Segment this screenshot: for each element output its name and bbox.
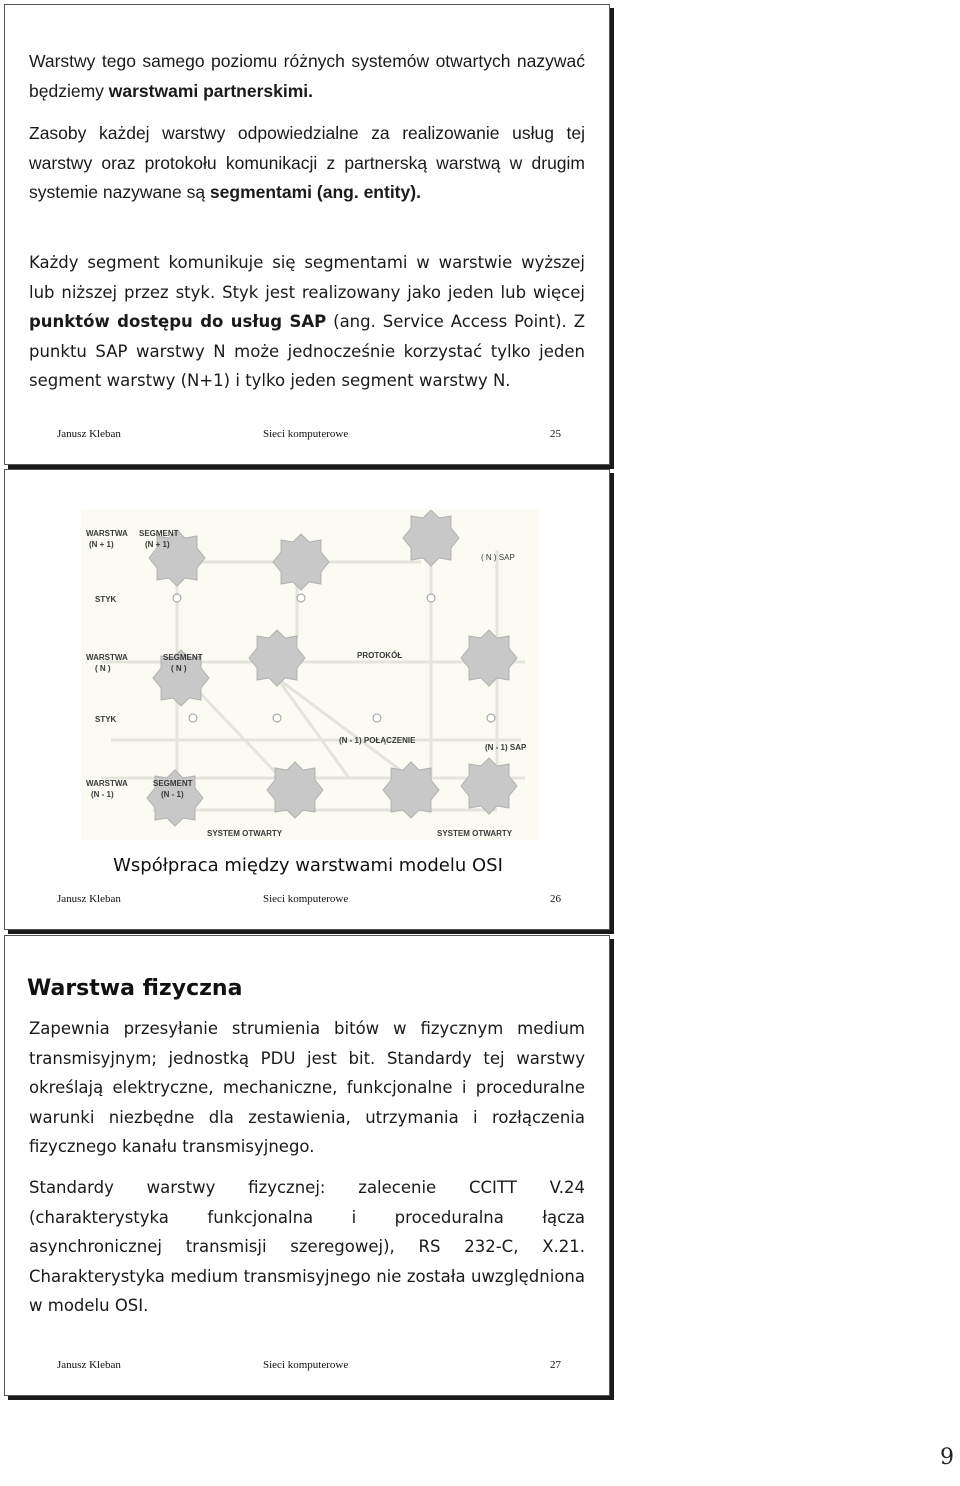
paragraph-partner-layers — [29, 47, 585, 106]
label-n-sap: ( N ) SAP — [481, 553, 515, 562]
text-sap-b: (ang. Service Access Point). Z punktu SAP warstwy N może jednocześnie korzystać tylko jeden segment warstwy (N+1) i tylko jeden segment warstwy N. — [29, 312, 585, 390]
label-segment-n-1: SEGMENT — [163, 653, 203, 662]
label-warstwa-n-1: WARSTWA — [86, 653, 128, 662]
term-partner-layers: warstwami partnerskimi. — [108, 80, 314, 101]
footer-slide-number: 27 — [550, 1359, 561, 1371]
label-warstwa-np1-2: (N + 1) — [89, 540, 114, 549]
slide-27 — [4, 935, 610, 1396]
paragraph-physical-standards: Standardy warstwy fizycznej: zalecenie CCITT V.24 (charakterystyka funkcjonalna i proceduralna łącza asynchronicznej transmisji szeregowej), RS 232-C, X.21. Charakterystyka medium transmisyjnego nie została uwzględniona w modelu OSI. — [29, 1178, 585, 1315]
label-segment-nm1-2: (N - 1) — [161, 790, 184, 799]
label-styk-1: STYK — [95, 595, 117, 604]
footer-author: Janusz Kleban — [57, 428, 121, 440]
label-n1-sap: (N - 1) SAP — [485, 743, 527, 752]
footer-slide-number: 26 — [550, 893, 561, 905]
label-warstwa-nm1-2: (N - 1) — [91, 790, 114, 799]
footer-slide-number: 25 — [550, 428, 561, 440]
footer-course: Sieci komputerowe — [263, 428, 349, 440]
footer-course: Sieci komputerowe — [263, 1359, 349, 1371]
term-segments: segmentami (ang. entity). — [209, 182, 421, 202]
label-protokol: PROTOKÓŁ — [357, 651, 403, 660]
document-page-number: 9 — [940, 1445, 954, 1470]
label-warstwa-n-2: ( N ) — [95, 664, 111, 673]
paragraph-physical-layer: Zapewnia przesyłanie strumienia bitów w fizycznym medium transmisyjnym; jednostką PDU jest bit. Standardy tej warstwy określają elektryczne, mechaniczne, funkcjonalne i proceduralne warunki niezbędne dla zestawienia, utrzymania i rozłączenia fizycznego kanału transmisyjnego. — [29, 1019, 585, 1156]
label-system-left: SYSTEM OTWARTY — [207, 829, 283, 838]
footer-course: Sieci komputerowe — [263, 893, 349, 905]
label-segment-n-2: ( N ) — [171, 664, 187, 673]
figure-caption: Współpraca między warstwami modelu OSI — [113, 855, 503, 876]
slide-title: Warstwa fizyczna — [27, 976, 243, 1001]
slide-26 — [4, 469, 610, 930]
text-sap-a: Każdy segment komunikuje się segmentami w warstwie wyższej lub niższej przez styk. Styk jest realizowany jako jeden lub więcej — [29, 253, 585, 302]
label-segment-nm1-1: SEGMENT — [153, 779, 193, 788]
label-warstwa-nm1-1: WARSTWA — [86, 779, 128, 788]
label-n1-polaczenie: (N - 1) POŁĄCZENIE — [339, 736, 416, 745]
label-segment-np1-1: SEGMENT — [139, 529, 179, 538]
term-sap: punktów dostępu do usług SAP — [29, 312, 327, 331]
footer-author: Janusz Kleban — [57, 1359, 121, 1371]
paragraph-sap — [29, 248, 585, 396]
osi-layers-diagram — [81, 510, 539, 840]
text-partner-layers: Warstwy tego samego poziomu różnych systemów otwartych nazywać będziemy — [29, 51, 585, 101]
footer-author: Janusz Kleban — [57, 893, 121, 905]
label-segment-np1-2: (N + 1) — [145, 540, 170, 549]
label-warstwa-np1-1: WARSTWA — [86, 529, 128, 538]
slide-25 — [4, 4, 610, 465]
label-styk-2: STYK — [95, 715, 117, 724]
text-segments: Zasoby każdej warstwy odpowiedzialne za realizowanie usług tej warstwy oraz protokołu komunikacji z partnerską warstwą w drugim systemie nazywane są — [29, 123, 585, 202]
paragraph-segments — [29, 119, 585, 208]
label-system-right: SYSTEM OTWARTY — [437, 829, 513, 838]
